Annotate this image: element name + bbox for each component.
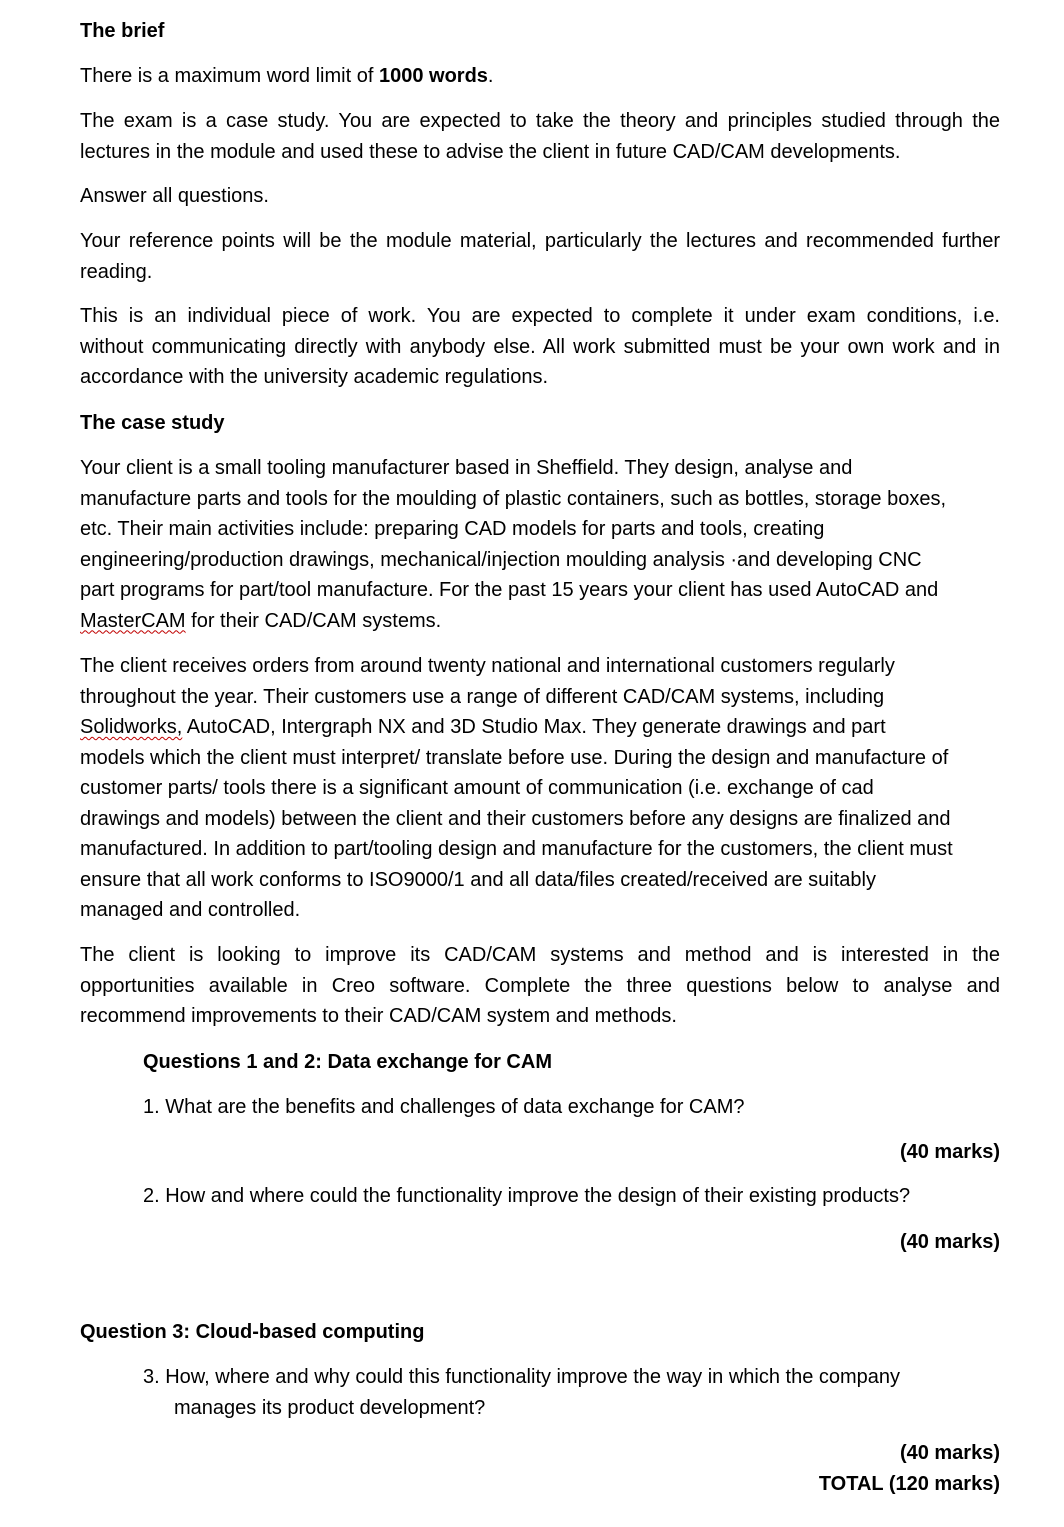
question-1: 1. What are the benefits and challenges of data exchange for CAM? [143, 1096, 745, 1118]
text-line: recommend improvements to their CAD/CAM system and methods. [80, 1005, 677, 1027]
text-line: part programs for part/tool manufacture. For the past 15 years your client has used AutoCAD and [80, 579, 939, 601]
text-line: manufacture parts and tools for the moulding of plastic containers, such as bottles, storage boxes, [80, 487, 947, 510]
text-line [80, 712, 1000, 743]
text-line: etc. Their main activities include: preparing CAD models for parts and tools, creating [80, 518, 825, 540]
text-line: The exam is a case study. You are expected to take the theory and principles studied through the [80, 110, 1000, 132]
question-2: 2. How and where could the functionality improve the design of their existing products? [143, 1185, 911, 1207]
question-3 [143, 1362, 1000, 1423]
improvement-paragraph [80, 940, 1000, 1032]
text-line: 3. How, where and why could this functionality improve the way in which the company [143, 1366, 901, 1388]
text-line: drawings and models) between the client and their customers before any designs are finalized and [80, 807, 951, 830]
heading-questions-1-2: Questions 1 and 2: Data exchange for CAM [143, 1051, 552, 1073]
text-line: without communicating directly with anybody else. All work submitted must be your own work and in [80, 335, 1000, 358]
text-line: accordance with the university academic regulations. [80, 366, 549, 388]
word-limit-paragraph [80, 61, 1000, 92]
question-2-marks: (40 marks) [899, 1231, 1000, 1253]
text-line: lectures in the module and used these to advise the client in future CAD/CAM developments. [80, 140, 901, 163]
heading-the-brief: The brief [80, 20, 165, 42]
question-3-marks: (40 marks) [899, 1442, 1000, 1464]
text-line: ensure that all work conforms to ISO9000/1 and all data/files created/received are suitably [80, 868, 876, 891]
customers-paragraph [80, 651, 1000, 926]
word-limit-suffix: . [487, 65, 494, 87]
spellcheck-flagged-word: MasterCAM [80, 609, 186, 632]
text-line: This is an individual piece of work. You are expected to complete it under exam conditions, i.e. [80, 305, 1000, 327]
text-line: The client is looking to improve its CAD/CAM systems and method and is interested in the [80, 944, 1000, 966]
text-line: customer parts/ tools there is a significant amount of communication (i.e. exchange of cad [80, 777, 874, 799]
text-line: The client receives orders from around twenty national and international customers regularly [80, 655, 895, 677]
case-study-intro-paragraph [80, 106, 1000, 167]
answer-all-paragraph: Answer all questions. [80, 185, 269, 207]
spellcheck-flagged-word: Solidworks, [80, 716, 183, 738]
text-line: opportunities available in Creo software. Complete the three questions below to analyse and [80, 974, 1000, 997]
question-1-marks: (40 marks) [899, 1141, 1000, 1163]
heading-case-study: The case study [80, 412, 225, 434]
heading-question-3: Question 3: Cloud-based computing [80, 1321, 425, 1343]
reference-points-paragraph [80, 226, 1000, 287]
text-line: engineering/production drawings, mechanical/injection moulding analysis ·and developing CNC [80, 548, 922, 571]
text-line: throughout the year. Their customers use a range of different CAD/CAM systems, including [80, 685, 885, 708]
individual-work-paragraph [80, 301, 1000, 393]
client-description-paragraph [80, 453, 1000, 636]
word-limit-text: There is a maximum word limit of [80, 65, 379, 87]
text-segment: for their CAD/CAM systems. [185, 609, 442, 632]
text-line [80, 606, 1000, 637]
text-line: manufactured. In addition to part/tooling design and manufacture for the customers, the client must [80, 838, 953, 860]
word-limit-value: 1000 words [378, 65, 488, 87]
text-line: Your reference points will be the module material, particularly the lectures and recommended further [80, 230, 1000, 252]
text-line: models which the client must interpret/ translate before use. During the design and manufacture of [80, 746, 949, 769]
text-segment: AutoCAD, Intergraph NX and 3D Studio Max. They generate drawings and part [182, 716, 886, 738]
text-line: reading. [80, 260, 153, 283]
text-line: Your client is a small tooling manufacturer based in Sheffield. They design, analyse and [80, 457, 853, 479]
text-line: manages its product development? [174, 1396, 486, 1419]
total-marks: TOTAL (120 marks) [818, 1473, 1000, 1495]
text-line: managed and controlled. [80, 899, 301, 921]
